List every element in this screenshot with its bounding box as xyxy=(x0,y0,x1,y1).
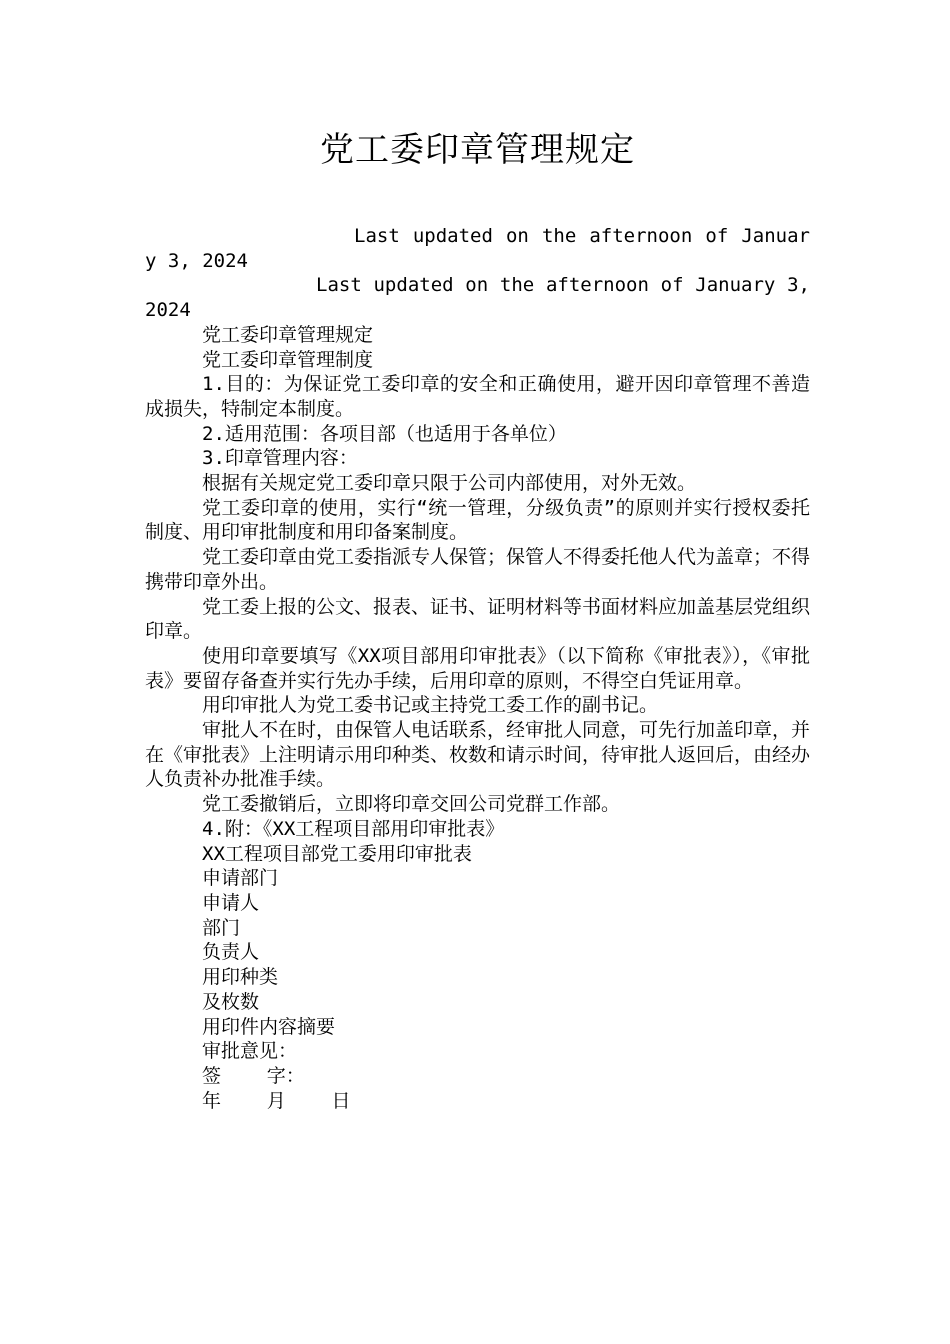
form-field-label: 负责人 xyxy=(202,941,260,964)
form-field-label: 申请部门 xyxy=(202,867,279,890)
paragraph-rule: 审批人不在时，由保管人电话联系，经审批人同意，可先行加盖印章，并在《审批表》上注明请示用印种类、枚数和请示时间，待审批人返回后，由经办人负责补办批准手续。 xyxy=(145,719,811,791)
paragraph-rule: 使用印章要填写《XX项目部用印审批表》（以下简称《审批表》），《审批表》要留存备查并实行先办手续，后用印章的原则，不得空白凭证用章。 xyxy=(145,644,810,692)
paragraph-rule: 用印审批人为党工委书记或主持党工委工作的副书记。 xyxy=(202,694,659,717)
document-body xyxy=(145,224,810,1113)
paragraph-rule: 党工委撤销后，立即将印章交回公司党群工作部。 xyxy=(202,793,621,816)
paragraph-scope: 2.适用范围：各项目部（也适用于各单位） xyxy=(202,422,567,445)
form-field-label: 及枚数 xyxy=(202,990,260,1013)
form-sign-label: 签 字： xyxy=(202,1064,305,1087)
paragraph-rule: 党工委印章由党工委指派专人保管；保管人不得委托他人代为盖章；不得携带印章外出。 xyxy=(145,546,811,593)
paragraph-content-heading: 3.印章管理内容： xyxy=(202,447,358,470)
paragraph-purpose: 1.目的：为保证党工委印章的安全和正确使用，避开因印章管理不善造成损失，特制定本制度。 xyxy=(145,373,810,420)
paragraph-subheading: 党工委印章管理制度 xyxy=(202,348,374,371)
form-field-label: 用印种类 xyxy=(202,966,279,989)
paragraph-rule: 党工委上报的公文、报表、证书、证明材料等书面材料应加盖基层党组织印章。 xyxy=(145,595,811,643)
paragraph-heading: 党工委印章管理规定 xyxy=(202,323,374,346)
form-title: XX工程项目部党工委用印审批表 xyxy=(202,842,472,865)
last-updated-line: Last updated on the afternoon of January 3, 2024 xyxy=(145,225,810,272)
paragraph-rule: 党工委印章的使用，实行“统一管理，分级负责”的原则并实行授权委托制度、用印审批制度和用印备案制度。 xyxy=(145,496,810,544)
form-field-label: 部门 xyxy=(202,916,241,939)
form-date-label: 年 月 日 xyxy=(202,1089,351,1112)
form-field-label: 用印件内容摘要 xyxy=(202,1015,336,1038)
form-field-label: 审批意见： xyxy=(202,1040,298,1063)
paragraph-rule: 根据有关规定党工委印章只限于公司内部使用，对外无效。 xyxy=(202,472,697,495)
last-updated-line: Last updated on the afternoon of January 3, 2024 xyxy=(145,274,810,322)
document-title: 党工委印章管理规定 xyxy=(320,130,635,170)
form-field-label: 申请人 xyxy=(202,891,260,914)
paragraph-attachment: 4.附：《XX工程项目部用印审批表》 xyxy=(202,817,505,840)
